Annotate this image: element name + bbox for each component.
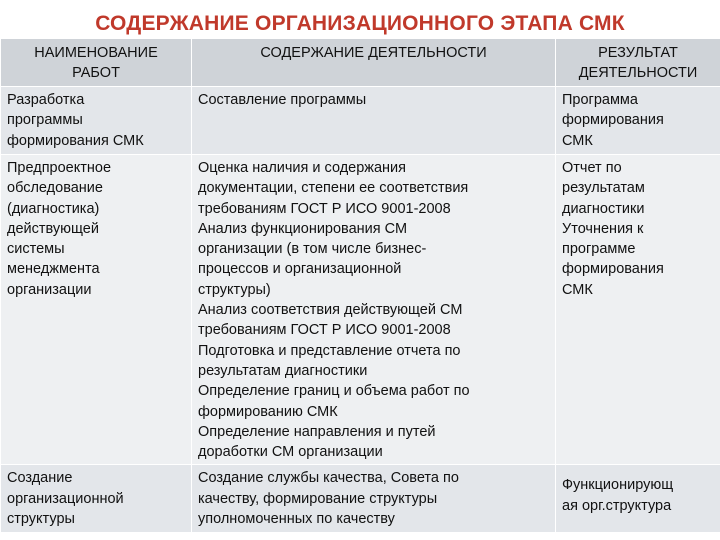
cell-line: СМК (562, 132, 593, 149)
cell-content (192, 87, 556, 155)
cell-line: Анализ функционирования СМ (198, 220, 408, 237)
cell-line: Определение границ и объема работ по (198, 383, 470, 400)
cell-line: организационной (7, 490, 124, 507)
header-line: РАБОТ (72, 65, 120, 81)
table-row (1, 465, 720, 533)
cell-result (556, 87, 720, 155)
cell-line: Оценка наличия и содержания (198, 160, 407, 176)
cell-line: (диагностика) (7, 200, 100, 217)
cell-line: СМК (562, 281, 593, 298)
cell-line: уполномоченных по качеству (198, 511, 395, 528)
cell-line: требованиям ГОСТ Р ИСО 9001-2008 (198, 322, 451, 339)
cell-line: действующей (7, 220, 99, 237)
cell-line: программе (562, 241, 636, 258)
table-row (1, 87, 720, 155)
cell-line: Предпроектное (7, 160, 112, 176)
cell-line: Создание (7, 470, 73, 487)
cell-line: организации (в том числе бизнес- (198, 241, 427, 258)
cell-line: Составление программы (198, 92, 367, 108)
header-line: НАИМЕНОВАНИЕ (34, 45, 158, 61)
cell-line: структуры) (198, 281, 271, 298)
table-header-row (1, 39, 720, 87)
header-line: СОДЕРЖАНИЕ ДЕЯТЕЛЬНОСТИ (260, 45, 487, 61)
cell-line: формированию СМК (198, 403, 338, 420)
cell-line: результатам (562, 180, 645, 197)
cell-work (1, 465, 192, 533)
header-work-name (1, 39, 192, 87)
cell-line: формирования (562, 261, 664, 278)
cell-line: диагностики (562, 200, 645, 217)
cell-work (1, 155, 192, 465)
cell-line: Определение направления и путей (198, 423, 436, 440)
cell-line: Разработка (7, 92, 85, 108)
table-row (1, 155, 720, 465)
cell-line: формирования СМК (7, 132, 144, 149)
cell-line: Отчет по (562, 160, 622, 176)
cell-line: Подготовка и представление отчета по (198, 342, 461, 359)
organizational-stage-table (0, 38, 720, 533)
cell-line: документации, степени ее соответствия (198, 180, 469, 197)
cell-content (192, 155, 556, 465)
header-activity-result (556, 39, 720, 87)
cell-line: программы (7, 112, 83, 129)
cell-line: Уточнения к (562, 220, 644, 237)
cell-line: качеству, формирование структуры (198, 490, 438, 507)
cell-line: организации (7, 281, 92, 298)
cell-line: обследование (7, 180, 103, 197)
cell-work (1, 87, 192, 155)
cell-line: результатам диагностики (198, 362, 368, 379)
cell-line: структуры (7, 511, 75, 528)
cell-line: доработки СМ организации (198, 444, 383, 461)
cell-line: Анализ соответствия действующей СМ (198, 302, 463, 319)
cell-line: менеджмента (7, 261, 100, 278)
header-line: ДЕЯТЕЛЬНОСТИ (578, 65, 698, 81)
header-line: РЕЗУЛЬТАТ (598, 45, 678, 61)
cell-line: процессов и организационной (198, 261, 402, 278)
cell-line: формирования (562, 112, 664, 129)
cell-line: Создание службы качества, Совета по (198, 470, 459, 487)
cell-line: ая орг.структура (562, 497, 672, 514)
cell-line: Функционирующ (562, 477, 674, 494)
cell-line: требованиям ГОСТ Р ИСО 9001-2008 (198, 200, 451, 217)
header-activity-content (192, 39, 556, 87)
cell-line: Программа (562, 92, 638, 108)
cell-result (556, 465, 720, 533)
slide-title: СОДЕРЖАНИЕ ОРГАНИЗАЦИОННОГО ЭТАПА СМК (95, 12, 625, 35)
cell-line: системы (7, 241, 65, 258)
cell-result (556, 155, 720, 465)
cell-content (192, 465, 556, 533)
